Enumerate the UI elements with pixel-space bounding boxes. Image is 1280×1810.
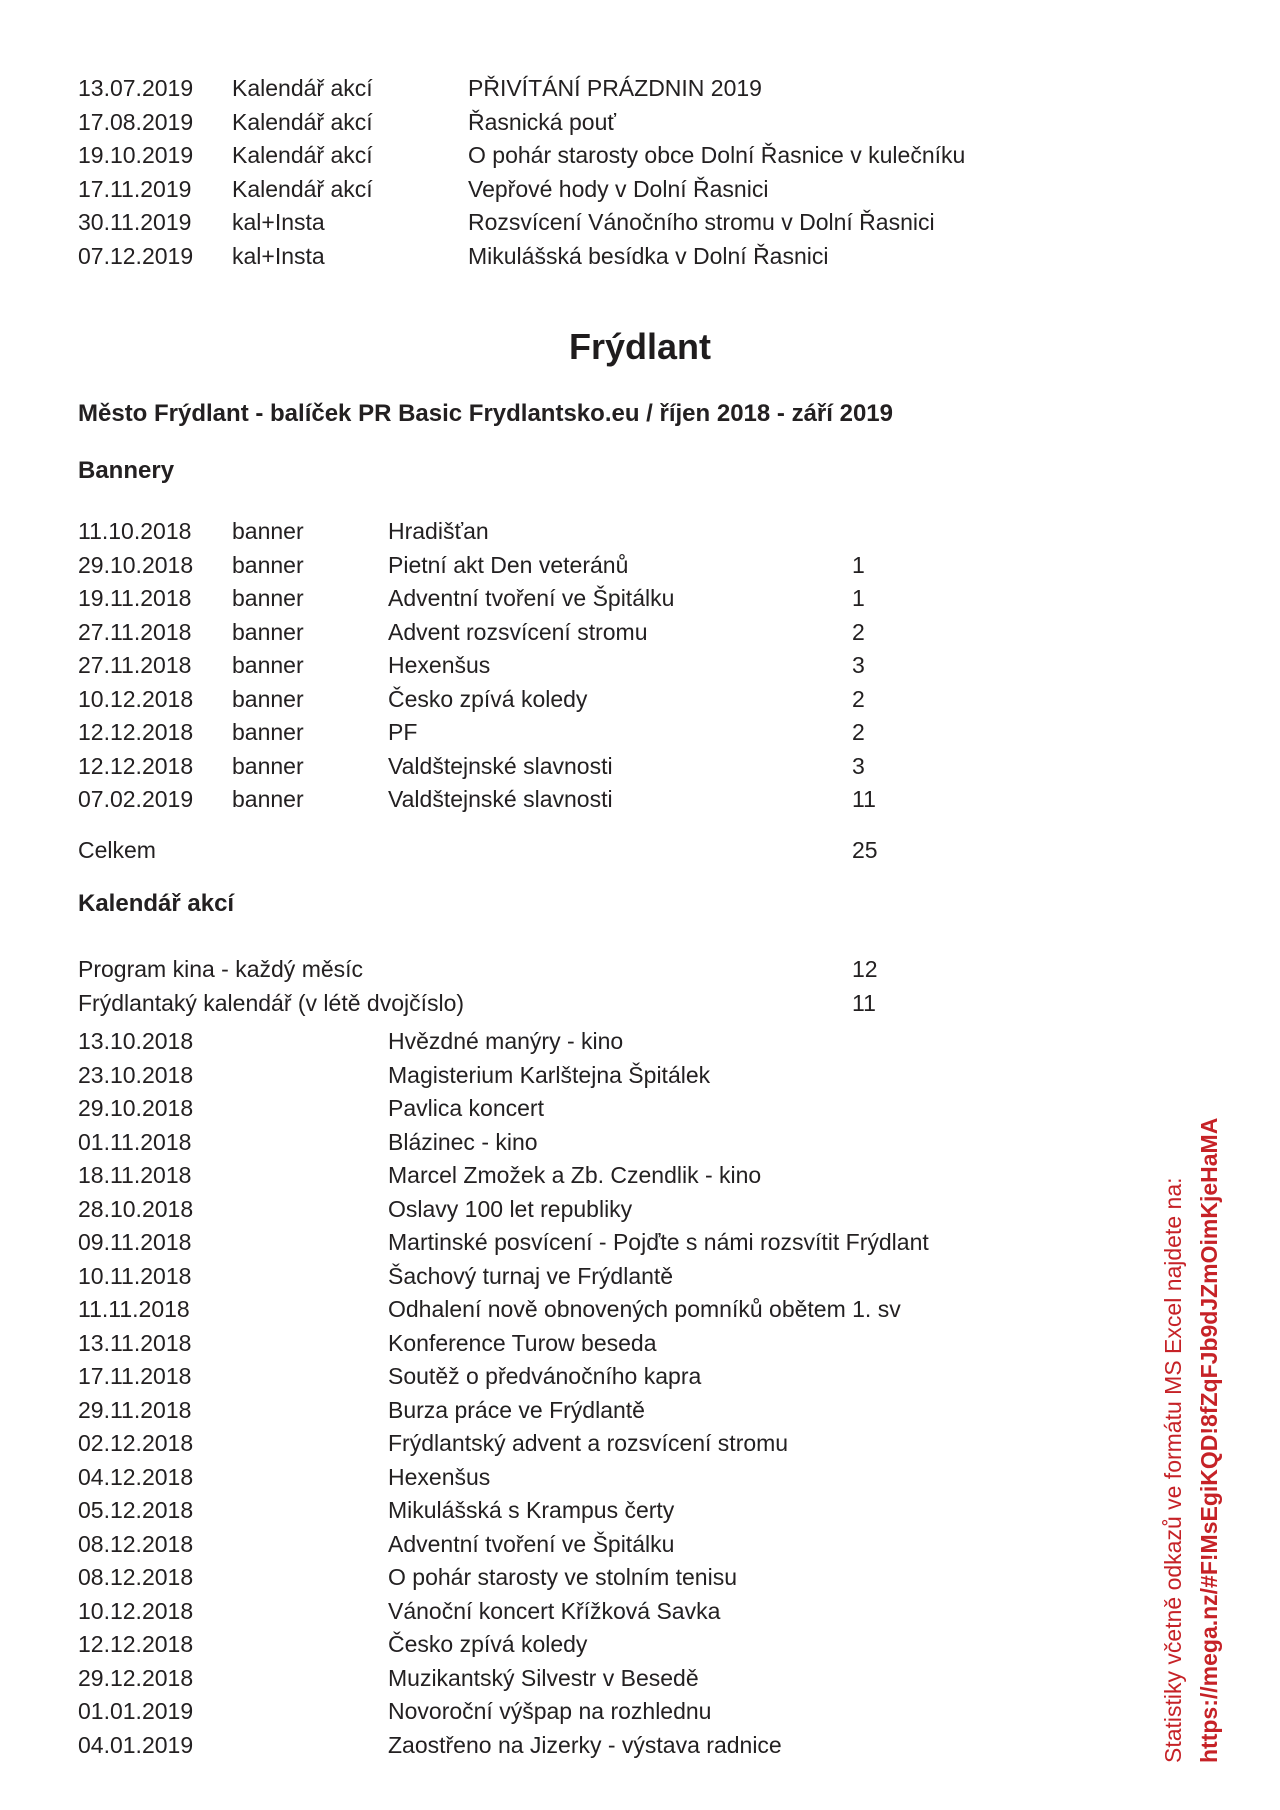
total-value: 25 <box>852 836 878 863</box>
calendar-section-heading: Kalendář akcí <box>78 890 235 917</box>
banner-count: 3 <box>852 752 865 779</box>
event-title: O pohár starosty ve stolním tenisu <box>388 1564 737 1590</box>
event-date: 09.11.2018 <box>78 1229 192 1255</box>
banner-title: Valdštejnské slavnosti <box>388 786 613 812</box>
event-title: Oslavy 100 let republiky <box>388 1195 633 1222</box>
sidebar-note <box>1155 1063 1227 1763</box>
banner-date: 27.11.2018 <box>78 652 192 678</box>
calendar-event-row <box>78 1662 1280 1696</box>
event-title: Vánoční koncert Křížková Savka <box>388 1597 721 1624</box>
sidebar-note-text: Statistiky včetně odkazů ve formátu MS Excel najdete na: <box>1160 1177 1186 1763</box>
banner-channel: banner <box>232 585 304 611</box>
calendar-event-row <box>78 1394 1280 1428</box>
event-title: Hexenšus <box>388 1463 491 1490</box>
summary-label: Program kina - každý měsíc <box>78 956 364 982</box>
upcoming-events-list <box>78 0 1280 273</box>
banner-channel: banner <box>232 518 304 544</box>
calendar-event-row <box>78 1628 1280 1662</box>
banner-title: Hradišťan <box>388 518 489 544</box>
calendar-summary-list <box>78 953 1280 1020</box>
calendar-summary-row <box>78 953 1280 987</box>
package-subtitle: Město Frýdlant - balíček PR Basic Frydlantsko.eu / říjen 2018 - září 2019 <box>78 400 893 427</box>
banner-row <box>78 549 1280 583</box>
event-date: 10.12.2018 <box>78 1597 194 1624</box>
event-title: Soutěž o předvánočního kapra <box>388 1363 702 1389</box>
banner-list <box>78 515 1280 817</box>
event-date: 23.10.2018 <box>78 1061 194 1088</box>
event-date: 10.11.2018 <box>78 1262 192 1289</box>
event-date: 13.07.2019 <box>78 75 194 101</box>
calendar-event-row <box>78 1059 1280 1093</box>
banner-channel: banner <box>232 652 304 678</box>
calendar-event-row <box>78 1561 1280 1595</box>
event-channel: Kalendář akcí <box>232 142 373 168</box>
calendar-event-row <box>78 1025 1280 1059</box>
event-title: Magisterium Karlštejna Špitálek <box>388 1061 711 1088</box>
summary-count: 11 <box>852 989 876 1016</box>
calendar-event-row <box>78 1260 1280 1294</box>
banner-date: 10.12.2018 <box>78 685 194 712</box>
event-title: Mikulášská besídka v Dolní Řasnici <box>468 242 829 269</box>
event-channel: Kalendář akcí <box>232 175 373 202</box>
calendar-event-row <box>78 1126 1280 1160</box>
calendar-event-row <box>78 1427 1280 1461</box>
banner-title: Pietní akt Den veteránů <box>388 551 629 578</box>
event-date: 18.11.2018 <box>78 1162 192 1188</box>
event-date: 11.11.2018 <box>78 1296 190 1322</box>
banner-count: 1 <box>852 585 865 611</box>
event-date: 19.10.2019 <box>78 142 194 168</box>
event-title: Konference Turow beseda <box>388 1329 657 1356</box>
banner-count: 11 <box>852 786 876 812</box>
event-title: Rozsvícení Vánočního stromu v Dolní Řasnici <box>468 209 935 235</box>
upcoming-event-row <box>78 240 1280 274</box>
event-title: Burza práce ve Frýdlantě <box>388 1396 645 1423</box>
summary-label: Frýdlantaký kalendář (v létě dvojčíslo) <box>78 989 465 1016</box>
event-date: 12.12.2018 <box>78 1631 194 1657</box>
banner-channel: banner <box>232 752 304 779</box>
banner-channel: banner <box>232 685 304 712</box>
banner-title: Advent rozsvícení stromu <box>388 618 648 645</box>
event-date: 13.10.2018 <box>78 1028 194 1054</box>
banner-channel: banner <box>232 719 304 745</box>
banner-date: 12.12.2018 <box>78 752 194 779</box>
calendar-event-row <box>78 1729 1280 1763</box>
event-date: 07.12.2019 <box>78 242 194 269</box>
banner-row <box>78 716 1280 750</box>
banner-channel: banner <box>232 618 304 645</box>
event-date: 30.11.2019 <box>78 209 192 235</box>
event-title: Hvězdné manýry - kino <box>388 1028 624 1054</box>
event-title: PŘIVÍTÁNÍ PRÁZDNIN 2019 <box>468 75 762 101</box>
event-date: 01.01.2019 <box>78 1698 194 1724</box>
event-channel: kal+Insta <box>232 209 325 235</box>
event-date: 13.11.2018 <box>78 1329 192 1356</box>
banner-row <box>78 649 1280 683</box>
event-date: 17.11.2018 <box>78 1363 192 1389</box>
banner-count: 2 <box>852 719 865 745</box>
banner-row <box>78 515 1280 549</box>
banner-channel: banner <box>232 786 304 812</box>
calendar-event-row <box>78 1461 1280 1495</box>
upcoming-event-row <box>78 139 1280 173</box>
banner-total-row <box>78 834 1280 868</box>
banner-count: 2 <box>852 685 865 712</box>
event-date: 08.12.2018 <box>78 1530 194 1557</box>
banner-row <box>78 616 1280 650</box>
banner-title: PF <box>388 719 418 745</box>
event-title: Novoroční výšpap na rozhlednu <box>388 1698 712 1724</box>
event-title: O pohár starosty obce Dolní Řasnice v kulečníku <box>468 142 966 168</box>
event-title: Martinské posvícení - Pojďte s námi rozsvítit Frýdlant <box>388 1229 929 1255</box>
event-channel: Kalendář akcí <box>232 108 373 135</box>
calendar-event-list <box>78 1025 1280 1762</box>
event-date: 05.12.2018 <box>78 1497 194 1523</box>
calendar-event-row <box>78 1226 1280 1260</box>
upcoming-event-row <box>78 72 1280 106</box>
event-date: 04.12.2018 <box>78 1463 194 1490</box>
banner-title: Česko zpívá koledy <box>388 685 588 712</box>
event-title: Marcel Zmožek a Zb. Czendlik - kino <box>388 1162 762 1188</box>
calendar-event-row <box>78 1595 1280 1629</box>
banner-count: 2 <box>852 618 865 645</box>
banner-count: 1 <box>852 551 865 578</box>
event-title: Vepřové hody v Dolní Řasnici <box>468 175 769 202</box>
event-title: Zaostřeno na Jizerky - výstava radnice <box>388 1731 782 1758</box>
event-date: 28.10.2018 <box>78 1195 194 1222</box>
event-title: Pavlica koncert <box>388 1095 544 1121</box>
calendar-event-row <box>78 1695 1280 1729</box>
banner-date: 27.11.2018 <box>78 618 192 645</box>
total-label: Celkem <box>78 836 156 863</box>
event-date: 29.10.2018 <box>78 1095 194 1121</box>
calendar-event-row <box>78 1092 1280 1126</box>
banner-row <box>78 683 1280 717</box>
event-title: Muzikantský Silvestr v Besedě <box>388 1664 699 1691</box>
event-title: Adventní tvoření ve Špitálku <box>388 1530 675 1557</box>
calendar-event-row <box>78 1327 1280 1361</box>
banner-count: 3 <box>852 652 865 678</box>
event-channel: Kalendář akcí <box>232 75 373 101</box>
banner-date: 29.10.2018 <box>78 551 194 578</box>
calendar-event-row <box>78 1159 1280 1193</box>
calendar-event-row <box>78 1528 1280 1562</box>
calendar-event-row <box>78 1360 1280 1394</box>
event-date: 29.11.2018 <box>78 1396 192 1423</box>
calendar-event-row <box>78 1193 1280 1227</box>
event-title: Řasnická pouť <box>468 108 616 135</box>
upcoming-event-row <box>78 173 1280 207</box>
event-title: Mikulášská s Krampus čerty <box>388 1497 675 1523</box>
banner-title: Valdštejnské slavnosti <box>388 752 613 779</box>
calendar-summary-row <box>78 987 1280 1021</box>
banner-date: 19.11.2018 <box>78 585 192 611</box>
banner-row <box>78 582 1280 616</box>
event-title: Blázinec - kino <box>388 1128 538 1155</box>
banners-section-heading: Bannery <box>78 457 175 484</box>
banner-title: Hexenšus <box>388 652 491 678</box>
event-date: 08.12.2018 <box>78 1564 194 1590</box>
event-date: 04.01.2019 <box>78 1731 194 1758</box>
summary-count: 12 <box>852 956 878 982</box>
event-title: Šachový turnaj ve Frýdlantě <box>388 1262 674 1289</box>
banner-count <box>852 515 1280 549</box>
banner-title: Adventní tvoření ve Špitálku <box>388 585 675 611</box>
banner-date: 11.10.2018 <box>78 518 192 544</box>
event-date: 02.12.2018 <box>78 1430 194 1456</box>
banner-date: 07.02.2019 <box>78 786 194 812</box>
banner-date: 12.12.2018 <box>78 719 194 745</box>
banner-row <box>78 750 1280 784</box>
banner-row <box>78 783 1280 817</box>
event-title: Frýdlantský advent a rozsvícení stromu <box>388 1430 789 1456</box>
banner-channel: banner <box>232 551 304 578</box>
event-date: 29.12.2018 <box>78 1664 194 1691</box>
event-title: Česko zpívá koledy <box>388 1631 588 1657</box>
sidebar-note-link: https://mega.nz/#F!MsEgiKQD!8fZqFJb9dJZmOimKjeHaMA <box>1196 1117 1222 1763</box>
event-date: 17.11.2019 <box>78 175 192 202</box>
event-date: 17.08.2019 <box>78 108 194 135</box>
event-channel: kal+Insta <box>232 242 325 269</box>
calendar-event-row <box>78 1293 1280 1327</box>
event-date: 01.11.2018 <box>78 1128 192 1155</box>
calendar-event-row <box>78 1494 1280 1528</box>
upcoming-event-row <box>78 106 1280 140</box>
event-title: Odhalení nově obnovených pomníků obětem 1. sv <box>388 1296 901 1322</box>
page-title: Frýdlant <box>568 326 711 367</box>
upcoming-event-row <box>78 206 1280 240</box>
